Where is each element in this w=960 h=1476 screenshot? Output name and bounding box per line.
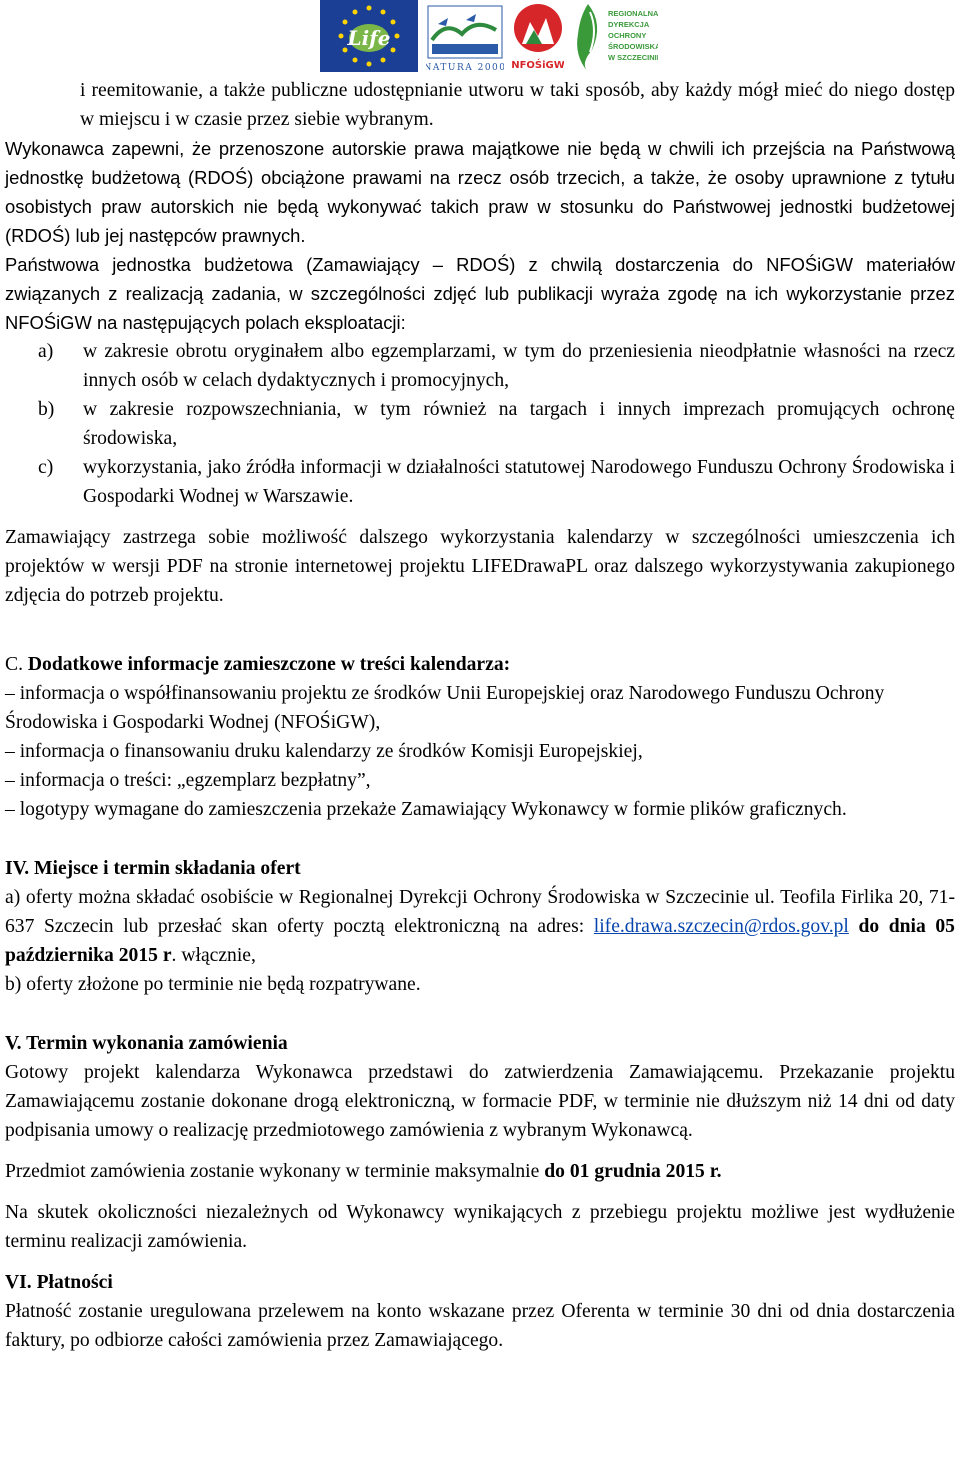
nfosigw-logo bbox=[512, 0, 564, 74]
paragraph-continuation: i reemitowanie, a także publiczne udostępnianie utworu w taki sposób, aby każdy mógł mieć do niego dostęp w miejscu i w czasie przez siebie wybranym. bbox=[80, 80, 955, 130]
list-item bbox=[5, 337, 955, 395]
life-logo-text: Life bbox=[347, 26, 391, 50]
section-v-paragraph-3: Na skutek okoliczności niezależnych od Wykonawcy wynikających z przebiegu projektu możliwe jest wydłużenie terminu realizacji zamówienia. bbox=[5, 1202, 955, 1252]
nfosigw-logo-text: NFOŚiGW bbox=[512, 60, 564, 71]
rdos-line-4: ŚRODOWISKA bbox=[608, 42, 658, 51]
list-marker: a) bbox=[38, 341, 54, 362]
section-c-item: – informacja o współfinansowaniu projektu ze środków Unii Europejskiej oraz Narodowego Funduszu Ochrony Środowiska i Gospodarki Wodnej (NFOŚiGW), bbox=[5, 683, 885, 733]
section-c-item: – informacja o treści: „egzemplarz bezpłatny”, bbox=[5, 770, 371, 791]
section-iv-item-b: b) oferty złożone po terminie nie będą rozpatrywane. bbox=[5, 974, 421, 995]
natura-logo-text: NATURA 2000 bbox=[426, 63, 504, 73]
eu-stars-icon bbox=[320, 0, 418, 72]
completion-date: do 01 grudnia 2015 r. bbox=[544, 1161, 722, 1182]
rdos-line-2: DYREKCJA bbox=[608, 20, 650, 29]
document-body bbox=[5, 76, 955, 1355]
section-iv-item-a bbox=[5, 883, 955, 970]
rdos-logo bbox=[572, 0, 658, 74]
list-item-text: wykorzystania, jako źródła informacji w działalności statutowej Narodowego Funduszu Ochrony Środowiska i Gospodarki Wodnej w Warszawie. bbox=[83, 457, 955, 507]
section-v-heading: V. Termin wykonania zamówienia bbox=[5, 1033, 288, 1054]
rdos-line-1: REGIONALNA bbox=[608, 9, 658, 18]
section-iv-heading: IV. Miejsce i termin składania ofert bbox=[5, 858, 301, 879]
section-v-paragraph-1: Gotowy projekt kalendarza Wykonawca przedstawi do zatwierdzenia Zamawiającemu. Przekazanie projektu Zamawiającemu zostanie dokonane drogą elektroniczną, w formacie PDF, w terminie nie dłuższym niż 14 dni od daty podpisania umowy o realizację przedmiotowego zamówienia z wybranym Wykonawcą. bbox=[5, 1062, 955, 1141]
section-c-title: Dodatkowe informacje zamieszczone w treści kalendarza: bbox=[27, 654, 511, 675]
deadline-tail: . włącznie, bbox=[171, 945, 256, 966]
list-item-text: w zakresie obrotu oryginałem albo egzemplarzami, w tym do przeniesienia nieodpłatnie własności na rzecz innych osób w celach dydaktycznych i promocyjnych, bbox=[83, 341, 955, 391]
paragraph-copyright-guarantee: Wykonawca zapewni, że przenoszone autorskie prawa majątkowe nie będą w chwili ich przejścia na Państwową jednostkę budżetową (RDOŚ) obciążone prawami na rzecz osób trzecich, a także, że osoby uprawnione z tytułu osobistych praw autorskich nie będą wykonywać takich praw w stosunku do Państwowej jednostki budżetowej (RDOŚ) lub jej następców prawnych. bbox=[5, 138, 955, 246]
section-c-prefix: C. bbox=[5, 654, 23, 675]
section-c-heading bbox=[5, 650, 955, 679]
list-marker: b) bbox=[38, 399, 55, 420]
paragraph-reservation: Zamawiający zastrzega sobie możliwość dalszego wykorzystania kalendarzy w szczególności umieszczenia ich projektów w wersji PDF na stronie internetowej projektu LIFEDrawaPL oraz dalszego wykorzystywania zakupionego zdjęcia do potrzeb projektu. bbox=[5, 527, 955, 606]
rdos-line-5: W SZCZECINIE bbox=[608, 53, 658, 62]
deadline-date: do dnia 05 października 2015 r bbox=[5, 916, 955, 966]
paragraph-consent: Państwowa jednostka budżetowa (Zamawiający – RDOŚ) z chwilą dostarczenia do NFOŚiGW materiałów związanych z realizacją zadania, w szczególności zdjęć lub publikacji wyraża zgodę na ich wykorzystanie przez NFOŚiGW na następujących polach eksploatacji: bbox=[5, 254, 955, 333]
natura-2000-logo bbox=[426, 0, 504, 74]
section-vi-paragraph: Płatność zostanie uregulowana przelewem na konto wskazane przez Oferenta w terminie 30 dni od dnia dostarczenia faktury, po odbiorze całości zamówienia przez Zamawiającego. bbox=[5, 1301, 955, 1351]
section-iv-a-text: a) oferty można składać osobiście w Regionalnej Dyrekcji Ochrony Środowiska w Szczecinie ul. Teofila Firlika 20, 71-637 Szczecin lub przesłać skan oferty pocztą elektroniczną na adres: bbox=[5, 887, 955, 937]
list-marker: c) bbox=[38, 457, 54, 478]
section-c-item: – logotypy wymagane do zamieszczenia przekaże Zamawiający Wykonawcy w formie plików graficznych. bbox=[5, 799, 847, 820]
life-eu-logo bbox=[320, 0, 418, 72]
exploitation-fields-list bbox=[5, 337, 955, 511]
header-logos bbox=[320, 0, 658, 76]
section-c-item: – informacja o finansowaniu druku kalendarzy ze środków Komisji Europejskiej, bbox=[5, 741, 643, 762]
section-vi-heading: VI. Płatności bbox=[5, 1272, 113, 1293]
list-item bbox=[5, 453, 955, 511]
section-v-paragraph-2 bbox=[5, 1157, 955, 1186]
completion-text: Przedmiot zamówienia zostanie wykonany w terminie maksymalnie bbox=[5, 1161, 540, 1182]
list-item bbox=[5, 395, 955, 453]
rdos-line-3: OCHRONY bbox=[608, 31, 647, 40]
email-link[interactable]: life.drawa.szczecin@rdos.gov.pl bbox=[593, 916, 849, 937]
list-item-text: w zakresie rozpowszechniania, w tym również na targach i innych imprezach promujących ochronę środowiska, bbox=[83, 399, 955, 449]
